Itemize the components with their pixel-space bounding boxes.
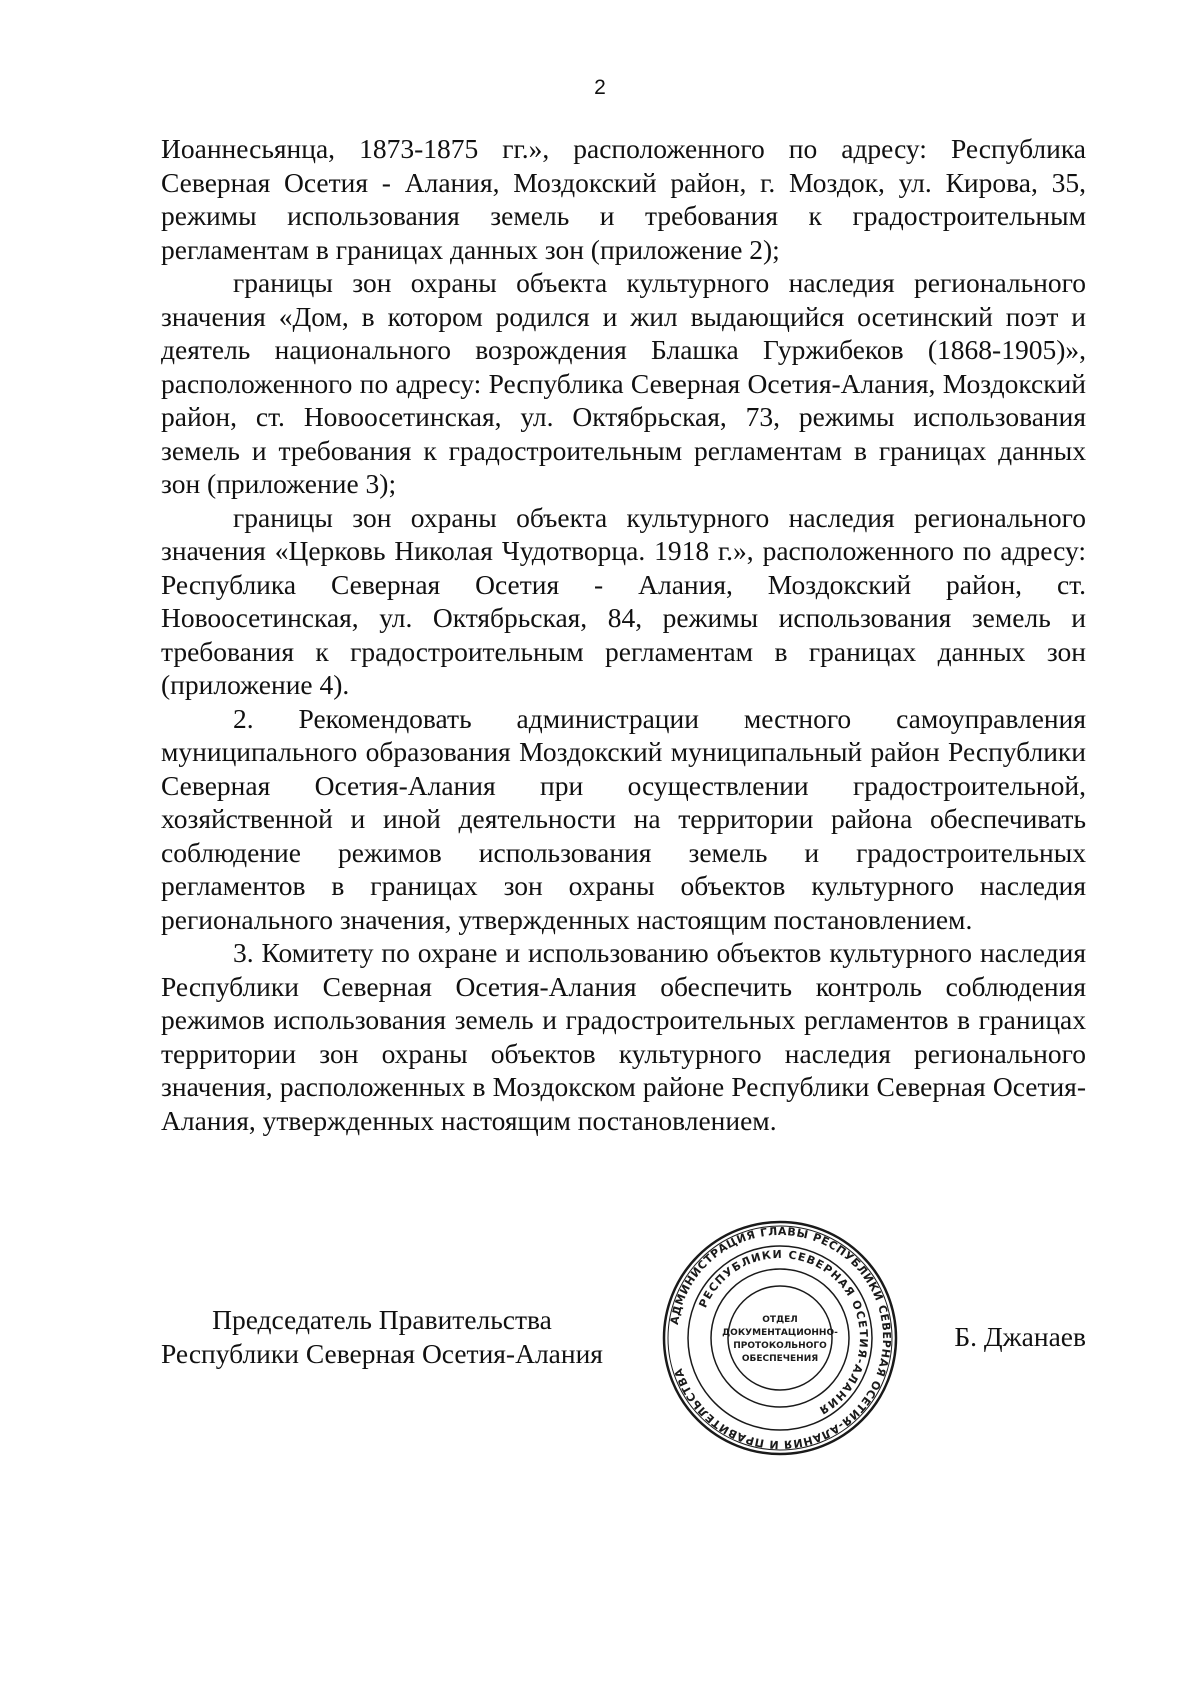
paragraph-zone-appendix-4: границы зон охраны объекта культурного наследия регионального значения «Церковь Николая Чудотворца. 1918 г.», расположенного по адресу: Республика Северная Осетия - Алания, Моздокский район, ст. Новоосетинская, ул. Октябрьская, 84, режимы использования земель и требования к градостроительным регламентам в границах данных зон (приложение 4). — [161, 501, 1086, 700]
seal-outer-text: АДМИНИСТРАЦИЯ ГЛАВЫ РЕСПУБЛИКИ СЕВЕРНАЯ ОСЕТИЯ-АЛАНИЯ И ПРАВИТЕЛЬСТВА — [667, 1224, 894, 1452]
paragraph-item-2: 2. Рекомендовать администрации местного самоуправления муниципального образования Моздокский муниципальный район Республики Северная Осетия-Алания при осуществлении градостроительной, хозяйственной и иной деятельности на территории района обеспечивать соблюдение режимов использования земель и градостроительных регламентов в границах зон охраны объектов культурного наследия регионального значения, утвержденных настоящим постановлением. — [161, 702, 1086, 935]
seal-center-line-3: ПРОТОКОЛЬНОГО — [733, 1341, 827, 1351]
signatory-name: Б. Джанаев — [954, 1321, 1086, 1352]
seal-center-line-4: ОБЕСПЕЧЕНИЯ — [741, 1354, 819, 1364]
page-number: 2 — [594, 76, 606, 99]
signatory-title — [161, 1303, 603, 1371]
official-seal-stamp — [660, 1218, 900, 1458]
seal-center-line-2: ДОКУМЕНТАЦИОННО- — [722, 1328, 838, 1338]
paragraph-item-3: 3. Комитету по охране и использованию объектов культурного наследия Республики Северная Осетия-Алания обеспечить контроль соблюдения режимов использования земель и градостроительных регламентов в границах территории зон охраны объектов культурного наследия регионального значения, расположенных в Моздокском районе Республики Северная Осетия-Алания, утвержденных настоящим постановлением. — [161, 937, 1086, 1136]
paragraph-zone-appendix-3: границы зон охраны объекта культурного наследия регионального значения «Дом, в котором родился и жил выдающийся осетинский поэт и деятель национального возрождения Блашка Гуржибеков (1868-1905)», расположенного по адресу: Республика Северная Осетия-Алания, Моздокский район, ст. Новоосетинская, ул. Октябрьская, 73, режимы использования земель и требования к градостроительным регламентам в границах данных зон (приложение 3); — [161, 267, 1086, 499]
paragraph-continuation: Иоаннесьянца, 1873-1875 гг.», расположенного по адресу: Республика Северная Осетия - Алания, Моздокский район, г. Моздок, ул. Кирова, 35, режимы использования земель и требования к градостроительным регламентам в границах данных зон (приложение 2); — [161, 133, 1086, 265]
signatory-title-line-2: Республики Северная Осетия-Алания — [161, 1338, 603, 1369]
signatory-title-line-1: Председатель Правительства — [212, 1304, 552, 1335]
document-body — [161, 132, 1086, 1137]
seal-center-line-1: ОТДЕЛ — [762, 1315, 798, 1325]
seal-inner-text: РЕСПУБЛИКИ СЕВЕРНАЯ ОСЕТИЯ-АЛАНИЯ — [696, 1247, 871, 1418]
